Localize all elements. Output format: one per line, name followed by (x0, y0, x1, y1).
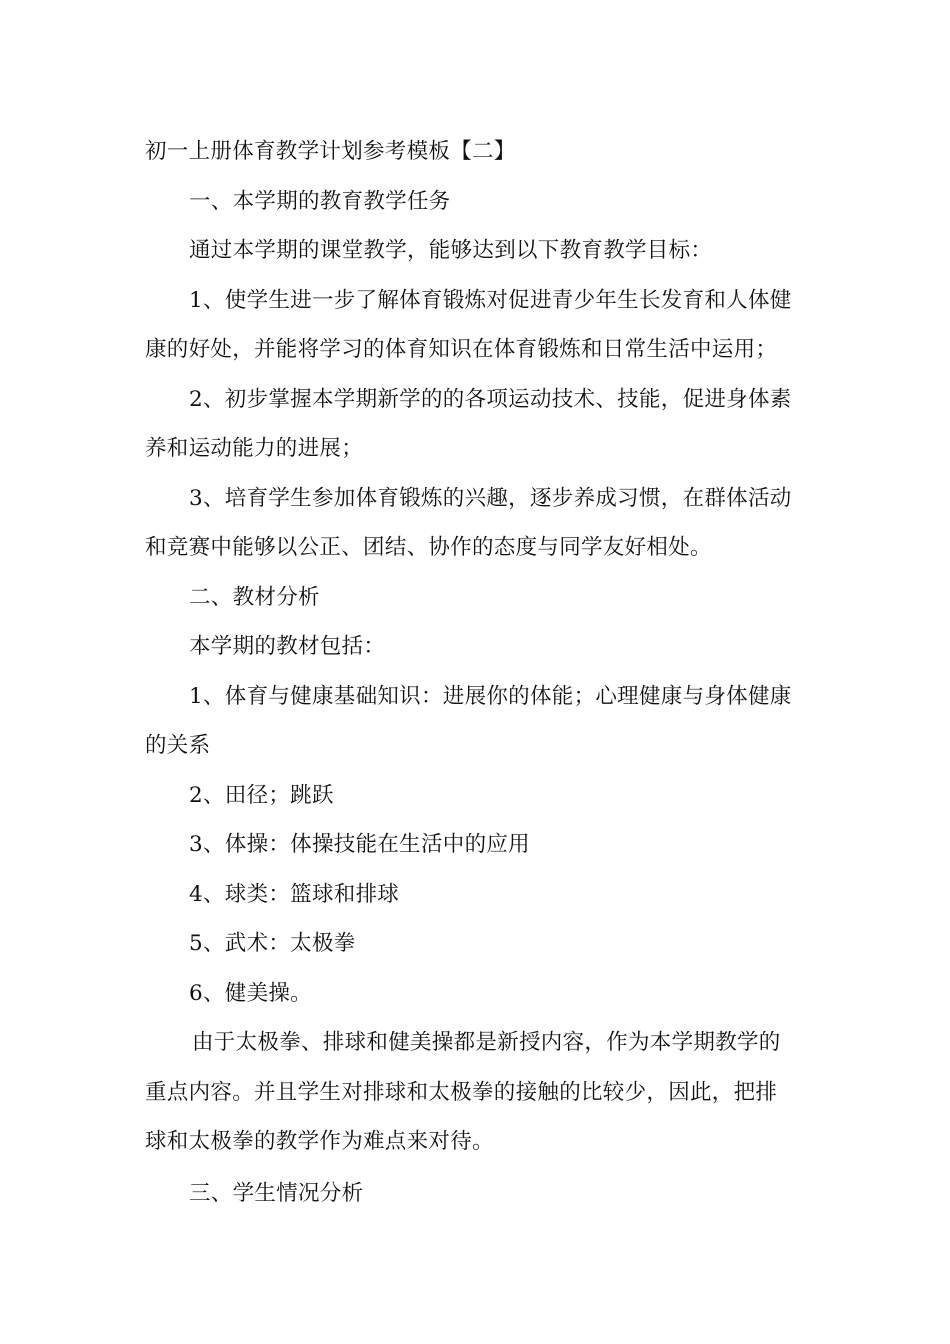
goal-3-line-1: 3、培育学生参加体育锻炼的兴趣，逐步养成习惯，在群体活动 (189, 485, 792, 511)
material-2: 2、田径；跳跃 (189, 782, 334, 808)
document-body (145, 127, 811, 1218)
material-5: 5、武术：太极拳 (189, 931, 356, 956)
document-title: 初一上册体育教学计划参考模板【二】 (145, 139, 516, 164)
material-4: 4、球类：篮球和排球 (189, 881, 400, 907)
focus-line-3: 球和太极拳的教学作为难点来对待。 (145, 1129, 494, 1154)
section-heading-3: 三、学生情况分析 (189, 1180, 364, 1206)
goal-2-line-1: 2、初步掌握本学期新学的的各项运动技术、技能，促进身体素 (189, 386, 792, 412)
section-heading-1: 一、本学期的教育教学任务 (189, 188, 451, 214)
material-6: 6、健美操。 (189, 980, 312, 1006)
focus-line-2: 重点内容。并且学生对排球和太极拳的接触的比较少，因此，把排 (145, 1079, 778, 1105)
material-1-line-1: 1、体育与健康基础知识：进展你的体能；心理健康与身体健康 (189, 683, 792, 709)
material-1-line-2: 的关系 (145, 733, 211, 758)
material-3: 3、体操：体操技能在生活中的应用 (189, 832, 530, 857)
goal-1-line-1: 1、使学生进一步了解体育锻炼对促进青少年生长发育和人体健 (189, 287, 792, 313)
section-heading-2: 二、教材分析 (189, 584, 320, 610)
materials-intro: 本学期的教材包括： (189, 634, 386, 659)
paragraph-intro: 通过本学期的课堂教学，能够达到以下教育教学目标： (189, 238, 713, 263)
goal-3-line-2: 和竞赛中能够以公正、团结、协作的态度与同学友好相处。 (145, 535, 712, 560)
focus-line-1: 由于太极拳、排球和健美操都是新授内容，作为本学期教学的 (192, 1030, 781, 1055)
goal-1-line-2: 康的好处，并能将学习的体育知识在体育锻炼和日常生活中运用； (145, 337, 778, 362)
goal-2-line-2: 养和运动能力的进展； (145, 436, 364, 461)
